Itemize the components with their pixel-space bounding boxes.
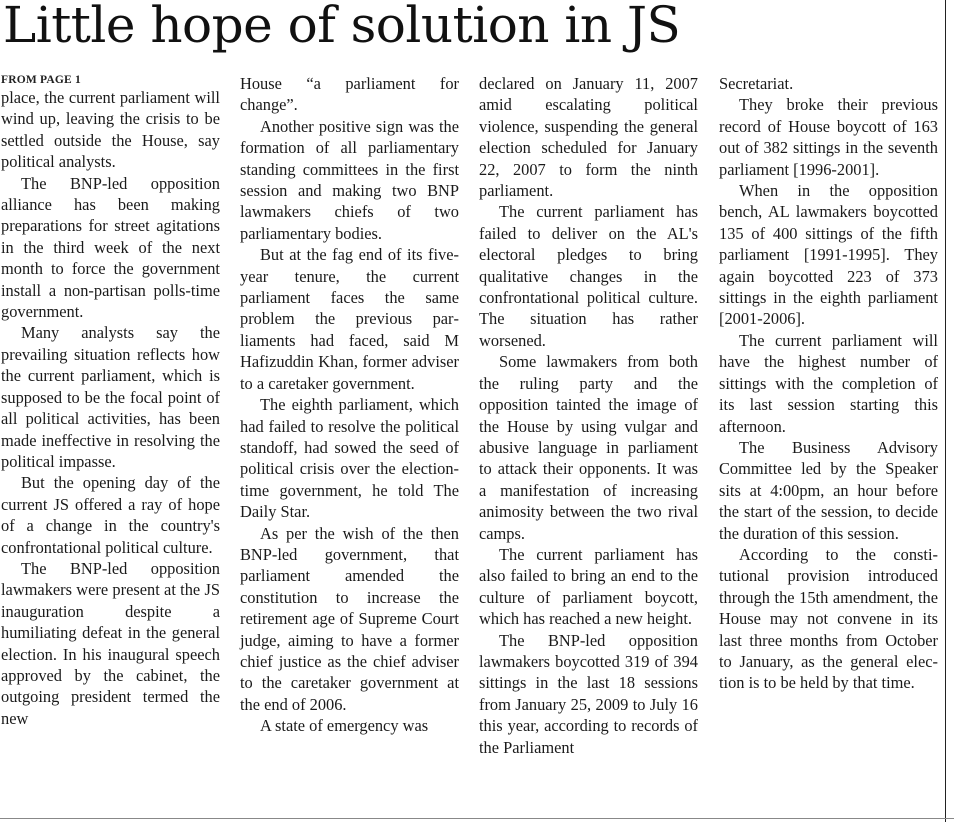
- paragraph: Some lawmakers from both the ruling party and the opposition tainted the image of the House by using vulgar and abusive language in parliament to attack their opponents. It was a manifestation of increasing animosity between the two rival camps.: [479, 352, 698, 543]
- headline: Little hope of solution in JS: [3, 0, 681, 54]
- paragraph: The eighth parliament, which had failed to resolve the political standoff, had sowed the seed of political crisis over the election-time government, he told The Daily Star.: [240, 395, 459, 522]
- paragraph: The current parliament has failed to deliver on the AL's electoral pledges to bring qualitative changes in the confrontational political culture. The situation has rather worsened.: [479, 202, 698, 350]
- article-column-3: [479, 73, 698, 758]
- paragraph: The BNP-led opposition lawmakers boycotted 319 of 394 sittings in the last 18 sessions from January 25, 2009 to July 16 this year, according to records of the Parliament: [479, 630, 698, 757]
- jump-line: FROM PAGE 1: [1, 74, 81, 86]
- paragraph: Many analysts say the prevailing situation reflects how the current parliament, which is supposed to be the focal point of all political activities, has been made ineffective in resolving the political impasse.: [1, 323, 220, 471]
- paragraph: The current parliament has also failed to bring an end to the culture of parliament boycott, which has reached a new height.: [479, 544, 698, 629]
- paragraph: But at the fag end of its five-year tenure, the current parliament faces the same problem the previous parliaments had faced, said M Hafizuddin Khan, former adviser to a caretaker government.: [240, 245, 459, 393]
- article-column-2: [240, 73, 459, 737]
- paragraph: declared on January 11, 2007 amid escalating political violence, suspending the general election scheduled for January 22, 2007 to form the ninth parliament.: [479, 74, 698, 201]
- article-column-4: [719, 73, 938, 694]
- paragraph: As per the wish of the then BNP-led government, that parliament amended the constitution to increase the retirement age of Supreme Court judge, aiming to have a former chief justice as the chief adviser to the caretaker government at the end of 2006.: [240, 523, 459, 714]
- paragraph: Another positive sign was the formation of all parliamentary standing committees in the first session and making two BNP lawmakers chiefs of two parliamentary bodies.: [240, 116, 459, 243]
- paragraph: When in the opposition bench, AL lawmakers boycotted 135 of 400 sittings of the fifth parliament [1991-1995]. They again boycotted 223 of 373 sittings in the eighth parliament [2001-2006].: [719, 181, 938, 329]
- article-column-1: [1, 73, 220, 729]
- paragraph: They broke their previous record of House boycott of 163 out of 382 sittings in the seventh parliament [1996-2001].: [719, 95, 938, 179]
- paragraph: Secretariat.: [719, 74, 794, 93]
- paragraph: The Business Advisory Committee led by the Speaker sits at 4:00pm, an hour before the start of the session, to decide the duration of this session.: [719, 437, 938, 543]
- paragraph: A state of emergency was: [260, 716, 429, 736]
- paragraph: place, the current parliament will wind up, leaving the crisis to be settled outside the House, say political analysts.: [1, 88, 220, 172]
- paragraph: But the opening day of the current JS offered a ray of hope of a change in the country's confrontational political culture.: [1, 473, 220, 557]
- page-border: [0, 818, 954, 819]
- paragraph: The BNP-led opposition alliance has been making preparations for street agitations in the third week of the next month to force the government install a non-partisan polls-time government.: [1, 173, 220, 322]
- paragraph: House “a parliament for change”.: [240, 74, 459, 115]
- paragraph: The BNP-led opposition lawmakers were present at the JS inauguration despite a humiliating defeat in the general election. In his inaugural speech approved by the cabinet, the outgoing president termed the new: [1, 558, 220, 728]
- column-rule: [945, 0, 946, 822]
- paragraph: The current parliament will have the highest number of sittings with the completion of its last session starting this afternoon.: [719, 330, 938, 436]
- paragraph: According to the constitutional provision introduced through the 15th amendment, the House may not convene in its last three months from October to January, as the general election is to be held by that time.: [719, 544, 938, 693]
